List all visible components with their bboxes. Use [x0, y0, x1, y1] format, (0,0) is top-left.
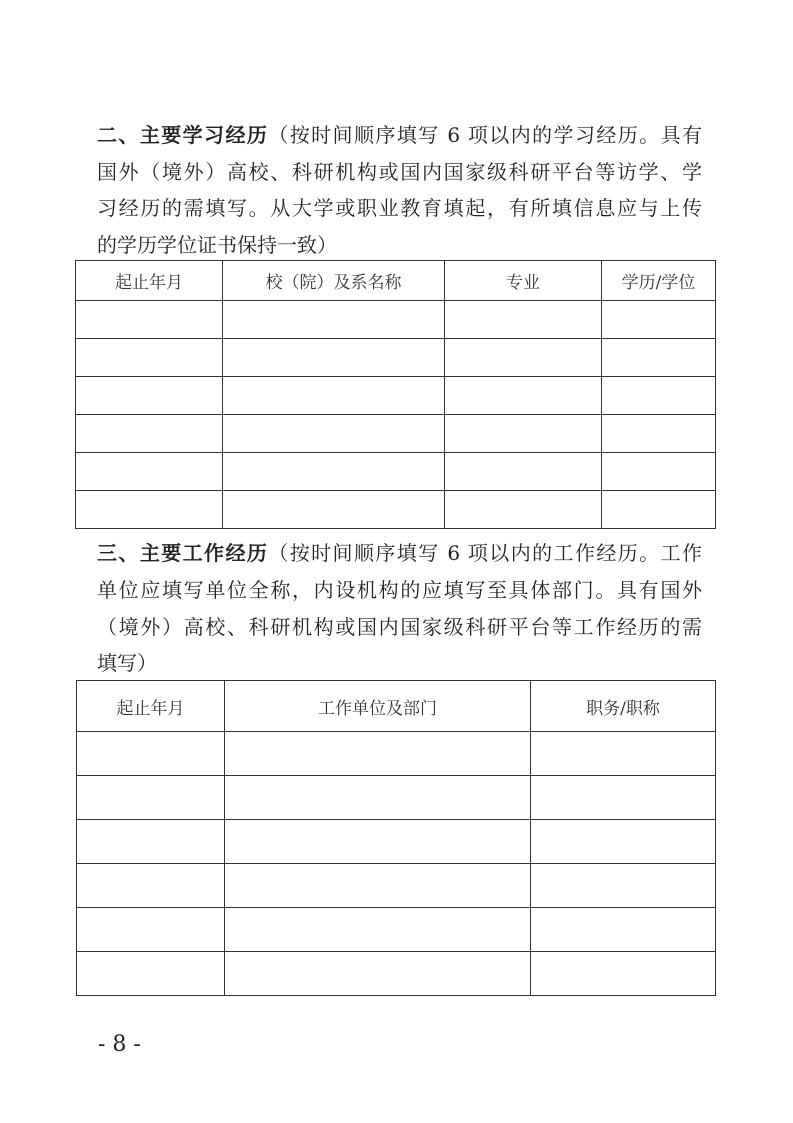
- table-cell[interactable]: [531, 732, 716, 776]
- header-period: 起止年月: [77, 681, 225, 732]
- table-row: [76, 453, 716, 491]
- table-row: [76, 491, 716, 529]
- table-cell[interactable]: [76, 491, 223, 529]
- table-cell[interactable]: [223, 377, 445, 415]
- table-cell[interactable]: [223, 339, 445, 377]
- header-employer: 工作单位及部门: [225, 681, 531, 732]
- table-row: [76, 415, 716, 453]
- table-cell[interactable]: [77, 952, 225, 996]
- table-cell[interactable]: [531, 864, 716, 908]
- table-cell[interactable]: [531, 908, 716, 952]
- table-row: [76, 339, 716, 377]
- table-cell[interactable]: [445, 415, 602, 453]
- section3-line-2: 单位应填写单位全称，内设机构的应填写至具体部门。具有国外: [97, 578, 702, 602]
- section2-line-4: 的学历学位证书保持一致）: [97, 233, 337, 257]
- table-cell[interactable]: [77, 820, 225, 864]
- table-row: [77, 864, 716, 908]
- table-cell[interactable]: [445, 301, 602, 339]
- table-cell[interactable]: [223, 491, 445, 529]
- table-cell[interactable]: [602, 453, 716, 491]
- table-row: [77, 732, 716, 776]
- table-row: [77, 952, 716, 996]
- study-history-table: [75, 260, 716, 529]
- section3-line-3: （境外）高校、科研机构或国内国家级科研平台等工作经历的需: [97, 615, 702, 639]
- table-row: [77, 908, 716, 952]
- table-cell[interactable]: [223, 453, 445, 491]
- header-major: 专业: [445, 261, 602, 301]
- table-cell[interactable]: [77, 908, 225, 952]
- work-history-table: [76, 680, 716, 996]
- section3-line-1: 三、主要工作经历（按时间顺序填写 6 项以内的工作经历。工作: [97, 541, 702, 565]
- table-header-row: [76, 261, 716, 301]
- table-cell[interactable]: [445, 491, 602, 529]
- table-cell[interactable]: [225, 908, 531, 952]
- section2-line-3: 习经历的需填写。从大学或职业教育填起，有所填信息应与上传: [97, 196, 702, 220]
- section2-heading: 二、主要学习经历: [97, 123, 269, 147]
- table-cell[interactable]: [76, 301, 223, 339]
- table-row: [76, 377, 716, 415]
- table-cell[interactable]: [225, 820, 531, 864]
- table-cell[interactable]: [602, 339, 716, 377]
- table-cell[interactable]: [445, 339, 602, 377]
- page-number: - 8 -: [98, 1032, 141, 1057]
- table-row: [76, 301, 716, 339]
- table-row: [77, 820, 716, 864]
- table-cell[interactable]: [225, 864, 531, 908]
- table-cell[interactable]: [445, 453, 602, 491]
- table-cell[interactable]: [223, 301, 445, 339]
- header-position: 职务/职称: [531, 681, 716, 732]
- table-cell[interactable]: [445, 377, 602, 415]
- table-cell[interactable]: [225, 732, 531, 776]
- table-cell[interactable]: [602, 415, 716, 453]
- table-cell[interactable]: [602, 491, 716, 529]
- table-cell[interactable]: [76, 377, 223, 415]
- header-period: 起止年月: [76, 261, 223, 301]
- table-cell[interactable]: [602, 377, 716, 415]
- table-cell[interactable]: [225, 952, 531, 996]
- header-school: 校（院）及系名称: [223, 261, 445, 301]
- table-cell[interactable]: [531, 820, 716, 864]
- table-cell[interactable]: [225, 776, 531, 820]
- table-cell[interactable]: [77, 776, 225, 820]
- table-cell[interactable]: [77, 864, 225, 908]
- section3-line-4: 填写）: [97, 651, 157, 675]
- table-cell[interactable]: [602, 301, 716, 339]
- table-cell[interactable]: [531, 776, 716, 820]
- table-row: [77, 776, 716, 820]
- table-cell[interactable]: [76, 453, 223, 491]
- table-cell[interactable]: [531, 952, 716, 996]
- table-cell[interactable]: [76, 339, 223, 377]
- table-cell[interactable]: [223, 415, 445, 453]
- header-degree: 学历/学位: [602, 261, 716, 301]
- section3-heading: 三、主要工作经历: [97, 541, 269, 565]
- table-cell[interactable]: [77, 732, 225, 776]
- table-header-row: [77, 681, 716, 732]
- table-cell[interactable]: [76, 415, 223, 453]
- section2-line-2: 国外（境外）高校、科研机构或国内国家级科研平台等访学、学: [97, 160, 702, 184]
- section2-line-1: 二、主要学习经历（按时间顺序填写 6 项以内的学习经历。具有: [97, 123, 702, 147]
